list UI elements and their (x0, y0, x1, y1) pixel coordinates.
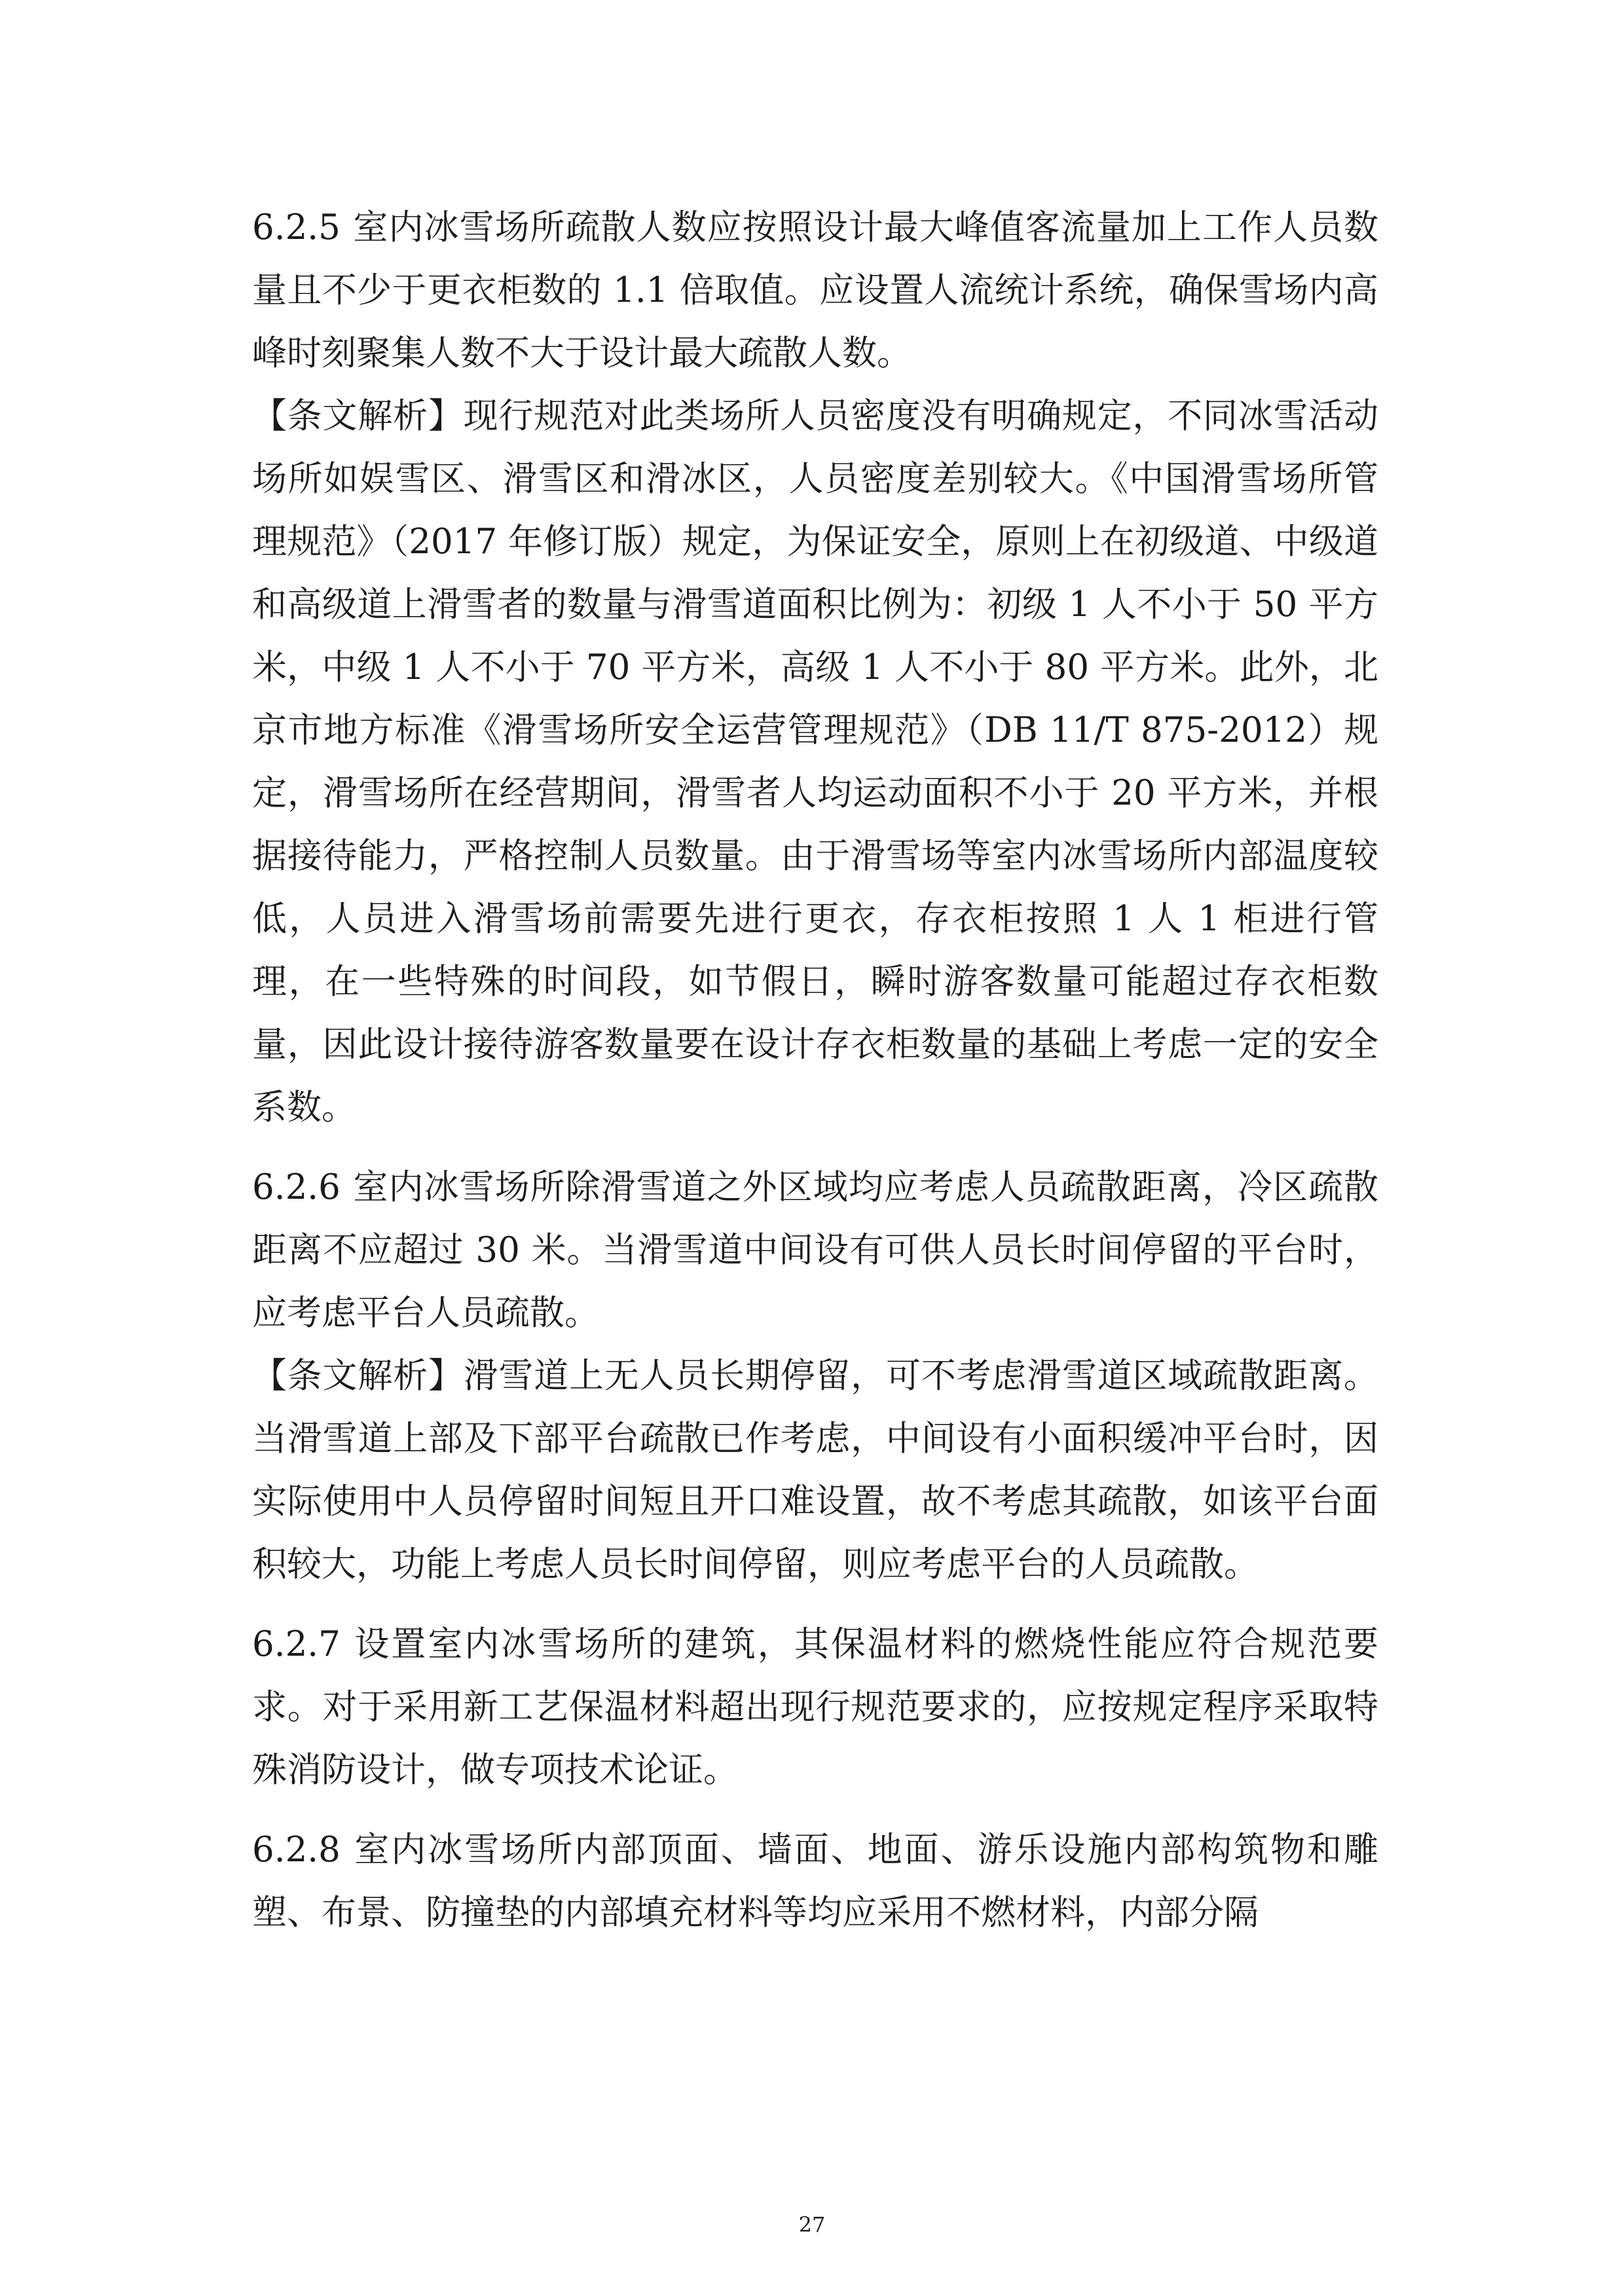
clause-6-2-8 (252, 1819, 1378, 1944)
analysis-label: 【条文解析】 (252, 1356, 464, 1396)
clause-number: 6.2.6 (252, 1167, 341, 1207)
analysis-label: 【条文解析】 (252, 396, 464, 436)
clause-number: 6.2.7 (252, 1624, 341, 1664)
clause-text: 室内冰雪场所内部顶面、墙面、地面、游乐设施内部构筑物和雕塑、布景、防撞垫的内部填充材料等均应采用不燃材料，内部分隔 (252, 1830, 1378, 1933)
clause-6-2-6 (252, 1156, 1378, 1345)
clause-6-2-6-analysis (252, 1345, 1378, 1596)
clause-text: 室内冰雪场所疏散人数应按照设计最大峰值客流量加上工作人员数量且不少于更衣柜数的 1.1 倍取值。应设置人流统计系统，确保雪场内高峰时刻聚集人数不大于设计最大疏散人数。 (252, 208, 1378, 373)
analysis-text: 滑雪道上无人员长期停留，可不考虑滑雪道区域疏散距离。当滑雪道上部及下部平台疏散已作考虑，中间设有小面积缓冲平台时，因实际使用中人员停留时间短且开口难设置，故不考虑其疏散，如该平台面积较大，功能上考虑人员长时间停留，则应考虑平台的人员疏散。 (252, 1356, 1379, 1584)
document-body (252, 196, 1378, 1944)
clause-number: 6.2.8 (252, 1830, 341, 1870)
analysis-text: 现行规范对此类场所人员密度没有明确规定，不同冰雪活动场所如娱雪区、滑雪区和滑冰区，人员密度差别较大。《中国滑雪场所管理规范》（2017 年修订版）规定，为保证安全，原则上在初级道、中级道和高级道上滑雪者的数量与滑雪道面积比例为：初级 1 人不小于 50 平方米，中级 1 人不小于 70 平方米，高级 1 人不小于 80 平方米。此外，北京市地方标准《滑雪场所安全运营管理规范》（DB 11/T 875-2012）规定，滑雪场所在经营期间，滑雪者人均运动面积不小于 20 平方米，并根据接待能力，严格控制人员数量。由于滑雪场等室内冰雪场所内部温度较低，人员进入滑雪场前需要先进行更衣，存衣柜按照 1 人 1 柜进行管理，在一些特殊的时间段，如节假日，瞬时游客数量可能超过存衣柜数量，因此设计接待游客数量要在设计存衣柜数量的基础上考虑一定的安全系数。 (252, 396, 1379, 1127)
page-number: 27 (798, 2212, 826, 2237)
clause-text: 设置室内冰雪场所的建筑，其保温材料的燃烧性能应符合规范要求。对于采用新工艺保温材料超出现行规范要求的，应按规定程序采取特殊消防设计，做专项技术论证。 (252, 1624, 1378, 1790)
clause-number: 6.2.5 (252, 208, 341, 247)
clause-text: 室内冰雪场所除滑雪道之外区域均应考虑人员疏散距离，冷区疏散距离不应超过 30 米。当滑雪道中间设有可供人员长时间停留的平台时，应考虑平台人员疏散。 (252, 1167, 1378, 1333)
clause-6-2-5-analysis (252, 385, 1378, 1139)
clause-6-2-7 (252, 1613, 1378, 1802)
clause-6-2-5 (252, 196, 1378, 385)
